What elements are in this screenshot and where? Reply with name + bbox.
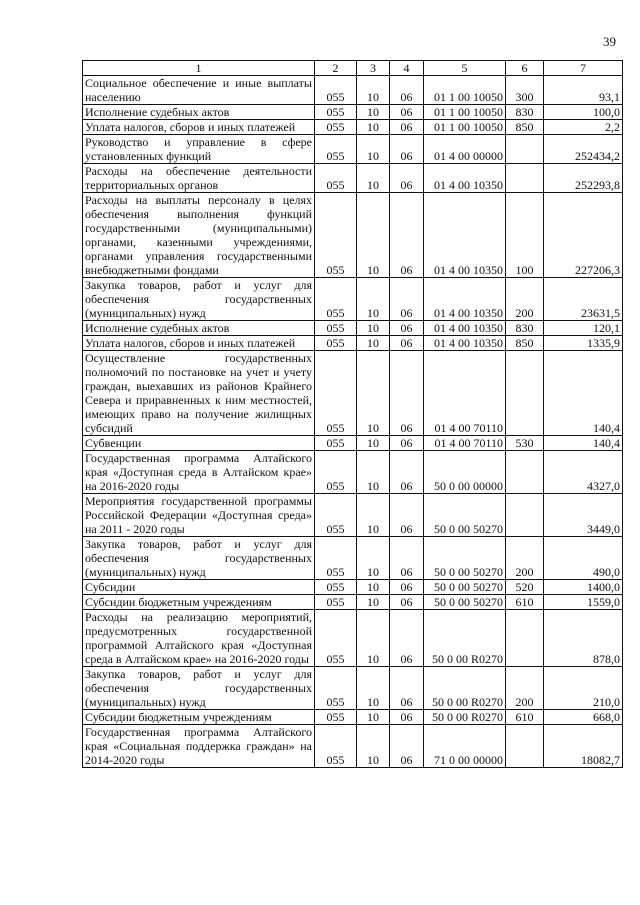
row-amount: 252293,8 (544, 164, 623, 193)
row-subsection-code: 06 (390, 193, 424, 278)
row-expense-type: 830 (506, 105, 544, 120)
row-section-code: 10 (357, 105, 390, 120)
row-expense-type: 610 (506, 710, 544, 725)
row-subsection-code: 06 (390, 436, 424, 451)
row-ministry-code: 055 (315, 537, 357, 580)
budget-table (82, 60, 623, 768)
row-target-article: 50 0 00 R0270 (424, 610, 506, 667)
row-expense-type (506, 351, 544, 436)
row-description: Субсидии (83, 580, 315, 595)
row-subsection-code: 06 (390, 451, 424, 494)
row-section-code: 10 (357, 135, 390, 164)
row-description: Субвенции (83, 436, 315, 451)
table-row (83, 105, 623, 120)
row-ministry-code: 055 (315, 667, 357, 710)
row-target-article: 50 0 00 50270 (424, 537, 506, 580)
row-amount: 668,0 (544, 710, 623, 725)
row-expense-type (506, 451, 544, 494)
row-ministry-code: 055 (315, 610, 357, 667)
row-subsection-code: 06 (390, 336, 424, 351)
row-ministry-code: 055 (315, 105, 357, 120)
row-ministry-code: 055 (315, 164, 357, 193)
row-section-code: 10 (357, 76, 390, 105)
table-row (83, 667, 623, 710)
row-ministry-code: 055 (315, 76, 357, 105)
row-amount: 252434,2 (544, 135, 623, 164)
row-description: Закупка товаров, работ и услуг для обеспечения государственных (муниципальных) нужд (83, 537, 315, 580)
row-amount: 100,0 (544, 105, 623, 120)
row-expense-type: 520 (506, 580, 544, 595)
row-section-code: 10 (357, 610, 390, 667)
table-row (83, 193, 623, 278)
row-description: Расходы на реализацию мероприятий, предусмотренных государственной программой Алтайского края «Доступная среда в Алтайском крае» на 2016-2020 годы (83, 610, 315, 667)
row-subsection-code: 06 (390, 610, 424, 667)
row-amount: 140,4 (544, 436, 623, 451)
table-row (83, 436, 623, 451)
row-description: Закупка товаров, работ и услуг для обеспечения государственных (муниципальных) нужд (83, 278, 315, 321)
row-subsection-code: 06 (390, 595, 424, 610)
row-target-article: 01 4 00 70110 (424, 436, 506, 451)
row-description: Осуществление государственных полномочий по постановке на учет и учету граждан, выехавших из районов Крайнего Севера и приравненных к ним местностей, имеющих право на получение жилищных субсидий (83, 351, 315, 436)
row-section-code: 10 (357, 120, 390, 135)
table-row (83, 494, 623, 537)
table-row (83, 351, 623, 436)
row-ministry-code: 055 (315, 725, 357, 768)
row-target-article: 01 4 00 10350 (424, 336, 506, 351)
row-ministry-code: 055 (315, 494, 357, 537)
row-target-article: 50 0 00 R0270 (424, 710, 506, 725)
row-ministry-code: 055 (315, 278, 357, 321)
row-description: Руководство и управление в сфере установленных функций (83, 135, 315, 164)
page-number: 39 (603, 34, 616, 49)
table-row (83, 321, 623, 336)
row-ministry-code: 055 (315, 120, 357, 135)
row-expense-type: 850 (506, 336, 544, 351)
row-target-article: 01 4 00 10350 (424, 278, 506, 321)
row-section-code: 10 (357, 494, 390, 537)
column-header: 6 (506, 61, 544, 76)
table-row (83, 135, 623, 164)
row-target-article: 01 4 00 10350 (424, 193, 506, 278)
row-expense-type (506, 135, 544, 164)
row-expense-type (506, 164, 544, 193)
row-expense-type: 610 (506, 595, 544, 610)
table-row (83, 595, 623, 610)
row-amount: 227206,3 (544, 193, 623, 278)
column-header: 7 (544, 61, 623, 76)
table-row (83, 336, 623, 351)
row-expense-type: 200 (506, 278, 544, 321)
row-target-article: 50 0 00 50270 (424, 580, 506, 595)
row-section-code: 10 (357, 725, 390, 768)
row-amount: 878,0 (544, 610, 623, 667)
row-description: Социальное обеспечение и иные выплаты населению (83, 76, 315, 105)
row-section-code: 10 (357, 595, 390, 610)
row-expense-type: 300 (506, 76, 544, 105)
row-amount: 23631,5 (544, 278, 623, 321)
row-subsection-code: 06 (390, 120, 424, 135)
row-subsection-code: 06 (390, 105, 424, 120)
row-description: Уплата налогов, сборов и иных платежей (83, 336, 315, 351)
row-section-code: 10 (357, 451, 390, 494)
row-subsection-code: 06 (390, 537, 424, 580)
row-target-article: 01 1 00 10050 (424, 76, 506, 105)
row-target-article: 01 1 00 10050 (424, 120, 506, 135)
row-subsection-code: 06 (390, 725, 424, 768)
table-row (83, 278, 623, 321)
row-section-code: 10 (357, 321, 390, 336)
table-row (83, 164, 623, 193)
row-amount: 140,4 (544, 351, 623, 436)
table-row (83, 710, 623, 725)
table-row (83, 580, 623, 595)
row-subsection-code: 06 (390, 76, 424, 105)
row-target-article: 50 0 00 50270 (424, 595, 506, 610)
table-row (83, 120, 623, 135)
row-ministry-code: 055 (315, 321, 357, 336)
table-row (83, 725, 623, 768)
row-description: Закупка товаров, работ и услуг для обеспечения государственных (муниципальных) нужд (83, 667, 315, 710)
row-amount: 210,0 (544, 667, 623, 710)
row-subsection-code: 06 (390, 278, 424, 321)
row-expense-type (506, 610, 544, 667)
row-target-article: 71 0 00 00000 (424, 725, 506, 768)
row-section-code: 10 (357, 351, 390, 436)
column-header: 1 (83, 61, 315, 76)
row-ministry-code: 055 (315, 451, 357, 494)
row-section-code: 10 (357, 667, 390, 710)
row-expense-type: 850 (506, 120, 544, 135)
row-section-code: 10 (357, 537, 390, 580)
row-target-article: 01 4 00 10350 (424, 321, 506, 336)
column-header: 5 (424, 61, 506, 76)
row-target-article: 50 0 00 00000 (424, 451, 506, 494)
row-subsection-code: 06 (390, 164, 424, 193)
row-expense-type: 100 (506, 193, 544, 278)
row-ministry-code: 055 (315, 595, 357, 610)
row-amount: 18082,7 (544, 725, 623, 768)
row-amount: 1559,0 (544, 595, 623, 610)
row-target-article: 50 0 00 R0270 (424, 667, 506, 710)
row-description: Государственная программа Алтайского края «Доступная среда в Алтайском крае» на 2016-2020 годы (83, 451, 315, 494)
row-description: Субсидии бюджетным учреждениям (83, 710, 315, 725)
row-section-code: 10 (357, 336, 390, 351)
row-section-code: 10 (357, 164, 390, 193)
row-description: Субсидии бюджетным учреждениям (83, 595, 315, 610)
row-amount: 120,1 (544, 321, 623, 336)
column-header: 2 (315, 61, 357, 76)
row-amount: 490,0 (544, 537, 623, 580)
row-expense-type: 200 (506, 667, 544, 710)
row-expense-type: 830 (506, 321, 544, 336)
row-description: Мероприятия государственной программы Российской Федерации «Доступная среда» на 2011 - 2020 годы (83, 494, 315, 537)
row-description: Расходы на обеспечение деятельности территориальных органов (83, 164, 315, 193)
table-row (83, 76, 623, 105)
row-description: Исполнение судебных актов (83, 105, 315, 120)
row-amount: 2,2 (544, 120, 623, 135)
row-target-article: 01 4 00 00000 (424, 135, 506, 164)
table-row (83, 537, 623, 580)
row-ministry-code: 055 (315, 351, 357, 436)
row-description: Государственная программа Алтайского края «Социальная поддержка граждан» на 2014-2020 годы (83, 725, 315, 768)
row-subsection-code: 06 (390, 580, 424, 595)
row-amount: 1335,9 (544, 336, 623, 351)
row-section-code: 10 (357, 436, 390, 451)
table-body (83, 76, 623, 768)
row-ministry-code: 055 (315, 436, 357, 451)
row-target-article: 01 4 00 70110 (424, 351, 506, 436)
row-ministry-code: 055 (315, 135, 357, 164)
row-section-code: 10 (357, 710, 390, 725)
row-subsection-code: 06 (390, 351, 424, 436)
row-ministry-code: 055 (315, 580, 357, 595)
row-expense-type: 200 (506, 537, 544, 580)
row-expense-type (506, 494, 544, 537)
column-header: 4 (390, 61, 424, 76)
row-section-code: 10 (357, 580, 390, 595)
row-subsection-code: 06 (390, 710, 424, 725)
row-target-article: 01 1 00 10050 (424, 105, 506, 120)
row-ministry-code: 055 (315, 336, 357, 351)
row-subsection-code: 06 (390, 135, 424, 164)
row-target-article: 01 4 00 10350 (424, 164, 506, 193)
table-row (83, 610, 623, 667)
table-header-row (83, 61, 623, 76)
row-amount: 93,1 (544, 76, 623, 105)
row-description: Уплата налогов, сборов и иных платежей (83, 120, 315, 135)
row-target-article: 50 0 00 50270 (424, 494, 506, 537)
row-ministry-code: 055 (315, 193, 357, 278)
row-description: Исполнение судебных актов (83, 321, 315, 336)
row-description: Расходы на выплаты персоналу в целях обеспечения выполнения функций государственными (муниципальными) органами, казенными учреждениями, органами управления государственными внебюджетными фондами (83, 193, 315, 278)
row-expense-type: 530 (506, 436, 544, 451)
row-amount: 3449,0 (544, 494, 623, 537)
row-amount: 1400,0 (544, 580, 623, 595)
row-section-code: 10 (357, 193, 390, 278)
column-header: 3 (357, 61, 390, 76)
row-expense-type (506, 725, 544, 768)
row-section-code: 10 (357, 278, 390, 321)
row-subsection-code: 06 (390, 494, 424, 537)
row-subsection-code: 06 (390, 321, 424, 336)
row-amount: 4327,0 (544, 451, 623, 494)
row-subsection-code: 06 (390, 667, 424, 710)
table-row (83, 451, 623, 494)
row-ministry-code: 055 (315, 710, 357, 725)
